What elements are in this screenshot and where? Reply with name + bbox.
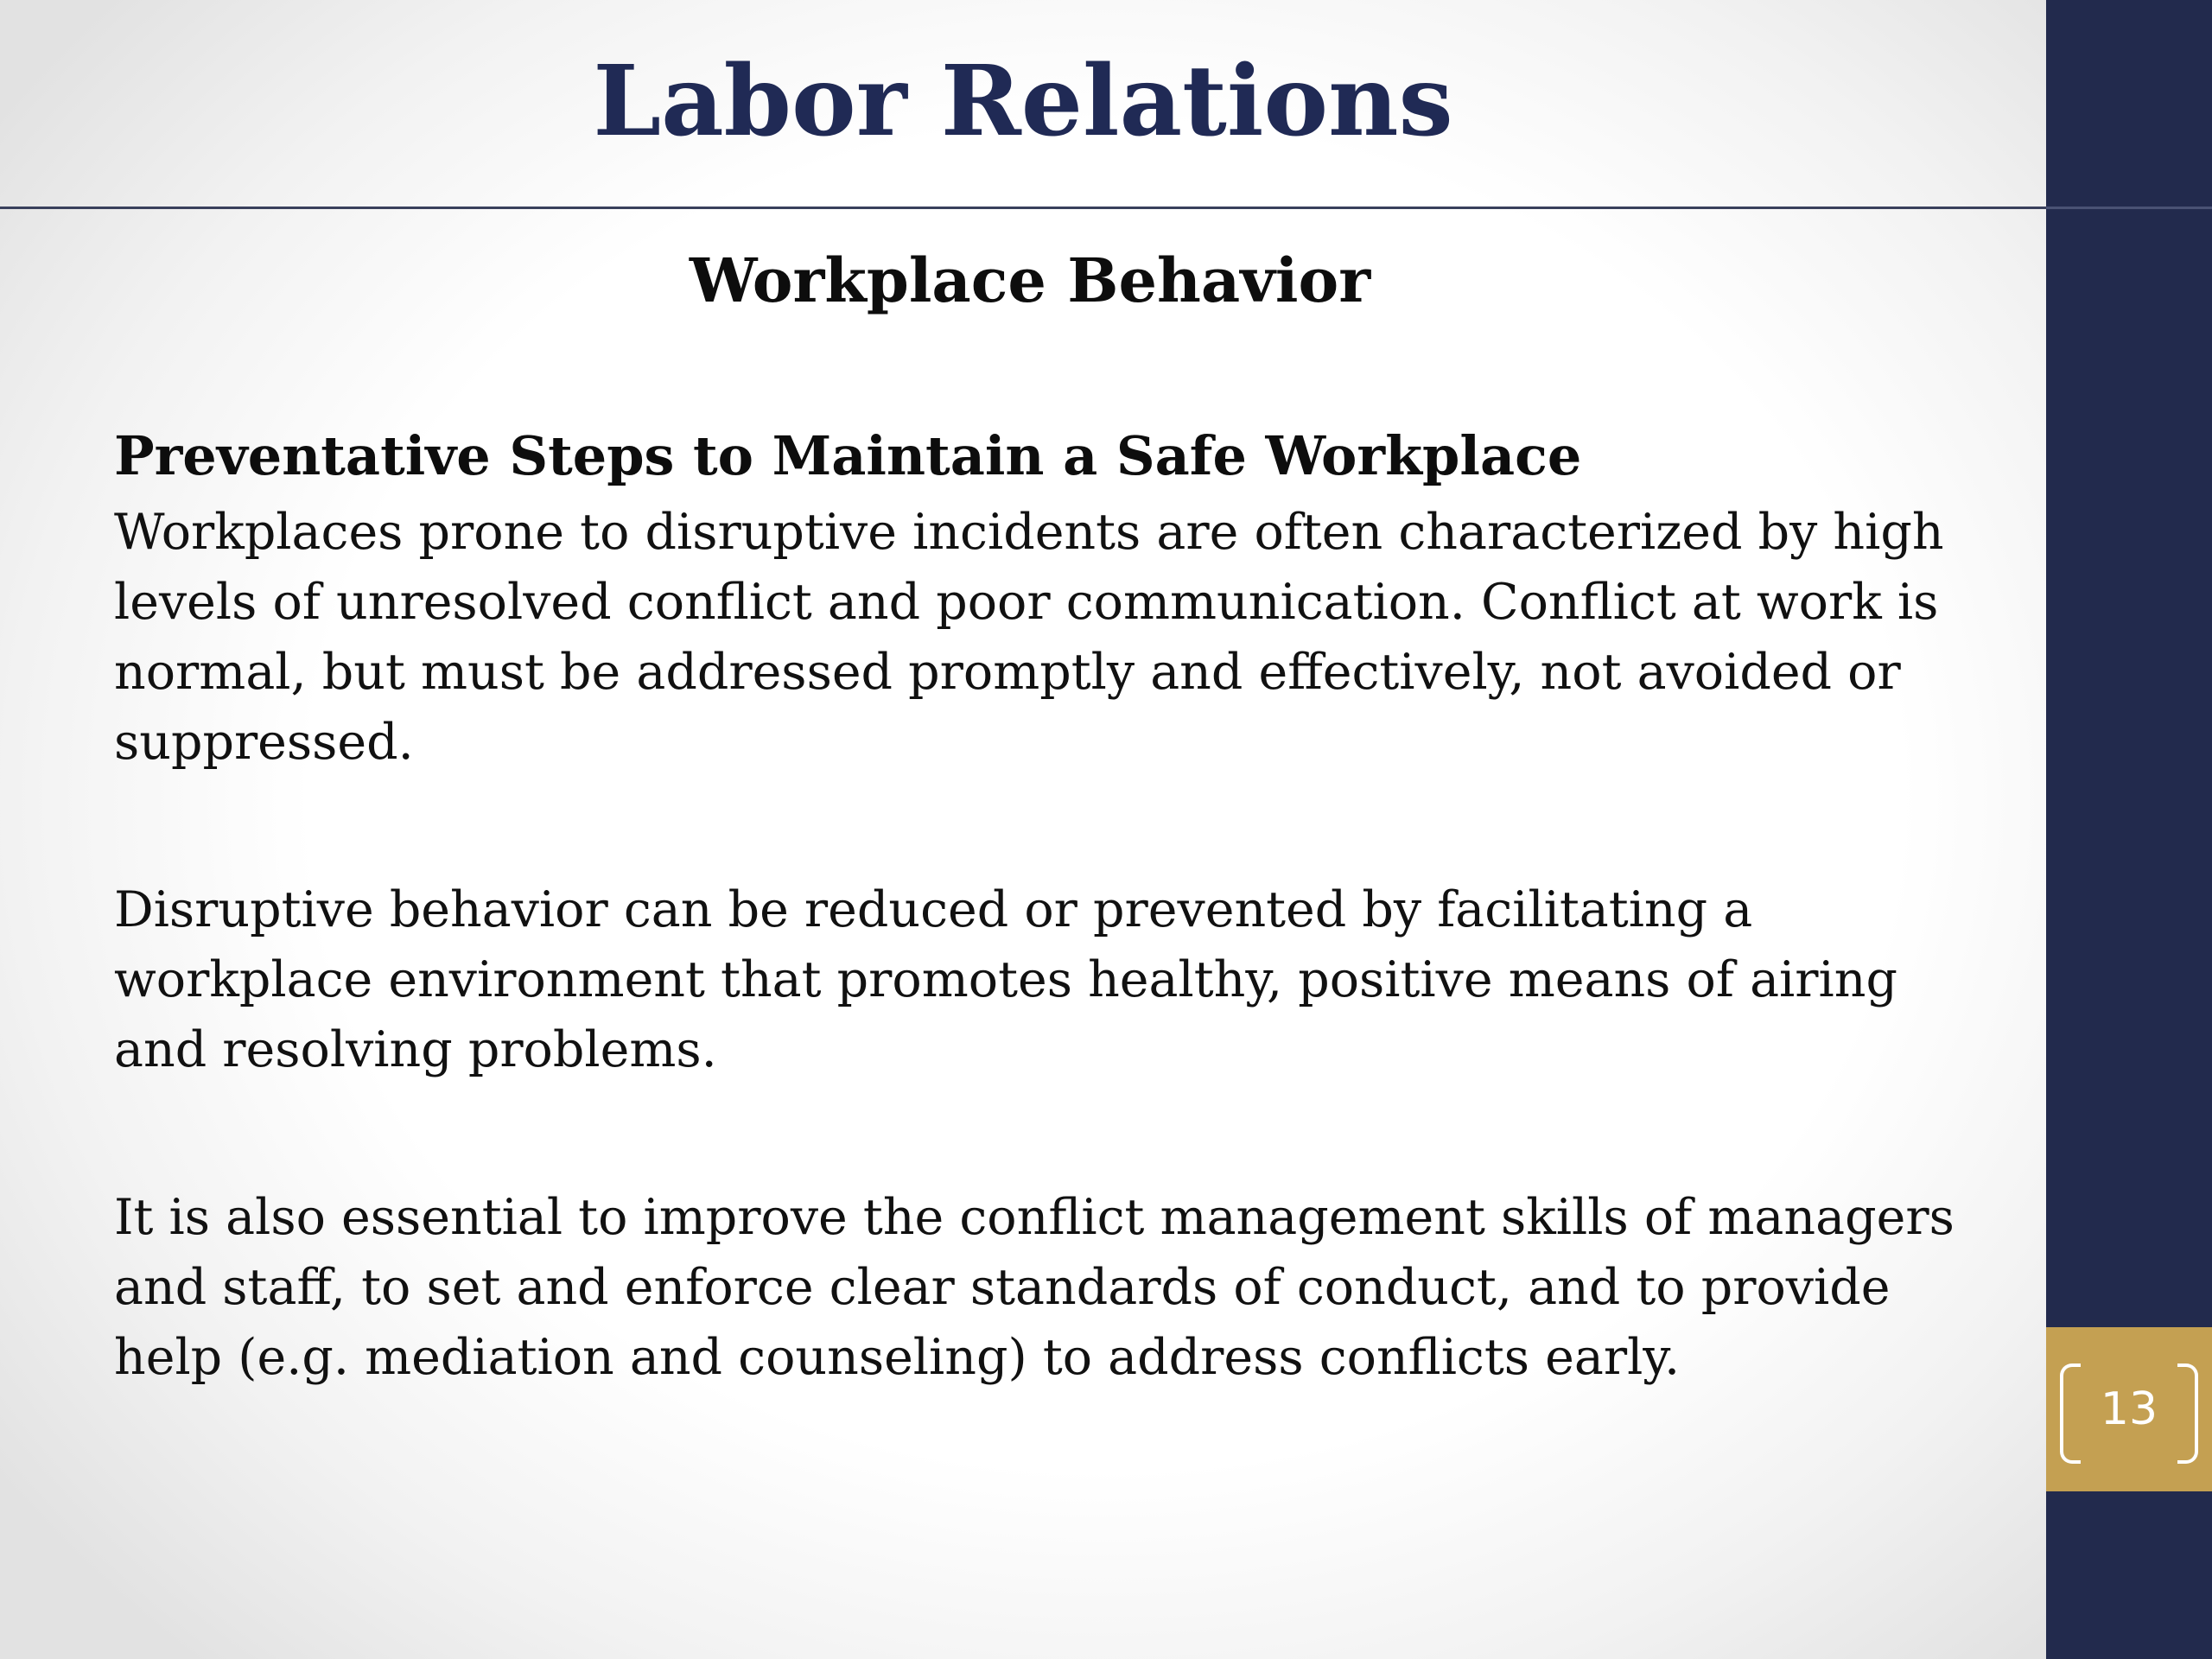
sidebar-divider: [2046, 207, 2212, 209]
paragraph-2: Disruptive behavior can be reduced or prevented by facilitating a workplace environment that promotes healthy, positive means of airing and resolving problems.: [114, 881, 1897, 1078]
paragraph-1: Workplaces prone to disruptive incidents are often characterized by high levels of unresolved conflict and poor communication. Conflict at work is normal, but must be addressed promptly and effectively, not avoided or suppressed.: [114, 504, 1944, 771]
slide-content: [114, 233, 1972, 1393]
title-divider: [0, 207, 2212, 209]
right-sidebar: [2046, 0, 2212, 1659]
section-heading: Preventative Steps to Maintain a Safe Workplace: [114, 424, 1582, 487]
slide-title: Labor Relations: [593, 45, 1453, 158]
slide-subtitle: Workplace Behavior: [689, 245, 1371, 316]
page-number: 13: [2100, 1383, 2158, 1435]
paragraph-3: It is also essential to improve the conflict management skills of managers and staff, to set and enforce clear standards of conduct, and to provide help (e.g. mediation and counseling) to address conflicts early.: [114, 1189, 1955, 1386]
page-number-badge: [2046, 1327, 2212, 1491]
